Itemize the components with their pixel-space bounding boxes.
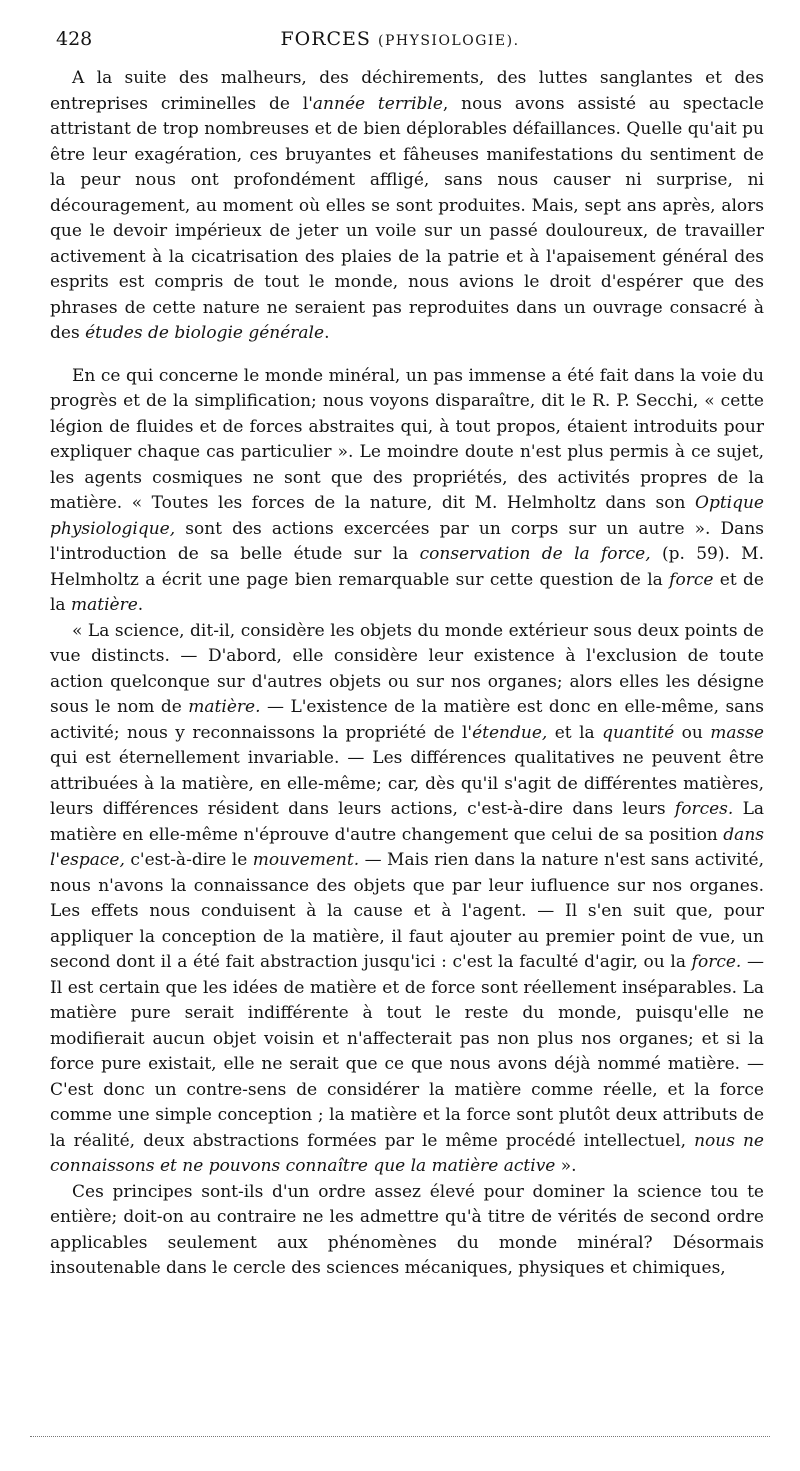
emphasis: année terrible [312,93,443,114]
text-run: sont des actions excercées par un corps sur un autre ». Dans l'introduction de sa belle étude sur la [50,518,764,564]
header-title: FORCES [280,28,371,50]
emphasis: matière [70,595,138,615]
text-run: et la [547,722,603,743]
text-run: qui est éternellement invariable. — Les différences qualitatives ne peuvent être attribuées à la matière, en elle-même; car, dès qu'il s'agit de différentes matières, leurs différences résident dans leurs actions, c'est-à-dire dans leurs [50,748,764,819]
emphasis: force. [691,952,742,972]
text-run: « La science, dit-il, considère les objets du monde extérieur sous deux points de vue distincts. — D'abord, elle considère leur existence à l'exclusion de toute action quelconque sur d'autres objets ou sur nos organes; alors elles les désigne sous le nom de [50,620,764,717]
emphasis: matière. [188,697,261,717]
running-header [48,28,752,58]
emphasis: forces. [674,799,734,819]
text-run: ou [674,722,711,743]
paragraph-3-quotation [50,619,764,1180]
text-run: En ce qui concerne le monde minéral, un pas immense a été fait dans la voie du progrès et de la simplification; nous voyons disparaître, dit le R. P. Secchi, « cette légion de fluides et de forces abstraites qui, à tout propos, étaient introduits pour expliquer chaque cas particulier ». Le moindre doute n'est plus permis à ce sujet, les agents cosmiques ne sont que des propriétés, des activités propres de la matière. « Toutes les forces de la nature, dit M. Helmholtz dans son [50,365,764,513]
text-run: . [137,595,144,615]
text-body [50,66,764,1282]
text-run: c'est-à-dire le [124,850,253,870]
emphasis: quantité [602,722,675,743]
emphasis: conservation de la force, [419,544,651,564]
emphasis: mouvement. [252,850,360,870]
emphasis: force [669,569,714,590]
header-subtitle: (PHYSIOLOGIE). [377,33,520,49]
emphasis: études de biologie générale [85,323,325,343]
text-run: , nous avons assisté au spectacle attristant de trop nombreuses et de bien déplorables défaillances. Quelle qu'ait pu être leur exagération, ces bruyantes et fâheuses manifestations du sentiment de la peur nous ont profondément affligé, sans nous causer ni surprise, ni découragement, au moment où elles se sont produites. Mais, sept ans après, alors que le devoir impérieux de jeter un voile sur un passé douloureux, de travailler activement à la cicatrisation des plaies de la patrie et à l'apaisement général des esprits est compris de tout le monde, nous avions le droit d'espérer que des phrases de cette nature ne seraient pas reproduites dans un ouvrage consacré à des [50,93,764,343]
text-run: et de la [50,569,764,615]
page-number: 428 [56,28,93,50]
text-run: — Il est certain que les idées de matière et de force sont réellement inséparables. La matière pure serait indifférente à tout le reste du monde, puisqu'elle ne modifierait aucun objet voisin et n'affecterait pas non plus nos organes; et si la force pure existait, elle ne serait que ce que nous avons déjà nommé matière. — C'est donc un contre-sens de considérer la matière comme réelle, et la force comme une simple conception ; la matière et la force sont plutôt deux attributs de la réalité, deux abstractions formées par le même procédé intellectuel, [50,952,765,1151]
paragraph-2 [50,364,764,619]
text-run: A la suite des malheurs, des déchirements, des luttes sanglantes et des entreprises criminelles de l' [50,68,764,114]
emphasis: dans l'espace, [50,824,764,870]
emphasis: nous ne connaissons et ne pouvons connaître que la matière active [50,1130,764,1176]
text-run: ». [555,1156,577,1176]
paragraph-1 [50,66,764,347]
emphasis: Optique physiologique, [50,493,764,539]
emphasis: étendue, [472,722,548,743]
text-run: Ces principes sont-ils d'un ordre assez élevé pour dominer la science tou te entière; doit-on au contraire ne les admettre qu'à titre de vérités de second ordre applicables seulement aux phénomènes du monde minéral? Désormais insoutenable dans le cercle des sciences mécaniques, physiques et chimiques, [50,1181,764,1278]
footer-dotted-rule [30,1436,770,1437]
text-run: . [324,323,330,343]
paragraph-4 [50,1180,764,1282]
text-run: (p. 59). M. Helmholtz a écrit une page bien remarquable sur cette question de la [50,544,764,590]
emphasis: masse [710,722,764,743]
text-run: — Mais rien dans la nature n'est sans activité, nous n'avons la connaissance des objets que par leur iufluence sur nos organes. Les effets nous conduisent à la cause et à l'agent. — Il s'en suit que, pour appliquer la conception de la matière, il faut ajouter au premier point de vue, un second dont il a été fait abstraction jusqu'ici : c'est la faculté d'agir, ou la [50,850,764,972]
text-run: — L'existence de la matière est donc en elle-même, sans activité; nous y reconnaissons la propriété de l' [50,697,764,743]
running-title [48,28,752,50]
text-run: La matière en elle-même n'éprouve d'autre changement que celui de sa position [50,799,764,845]
